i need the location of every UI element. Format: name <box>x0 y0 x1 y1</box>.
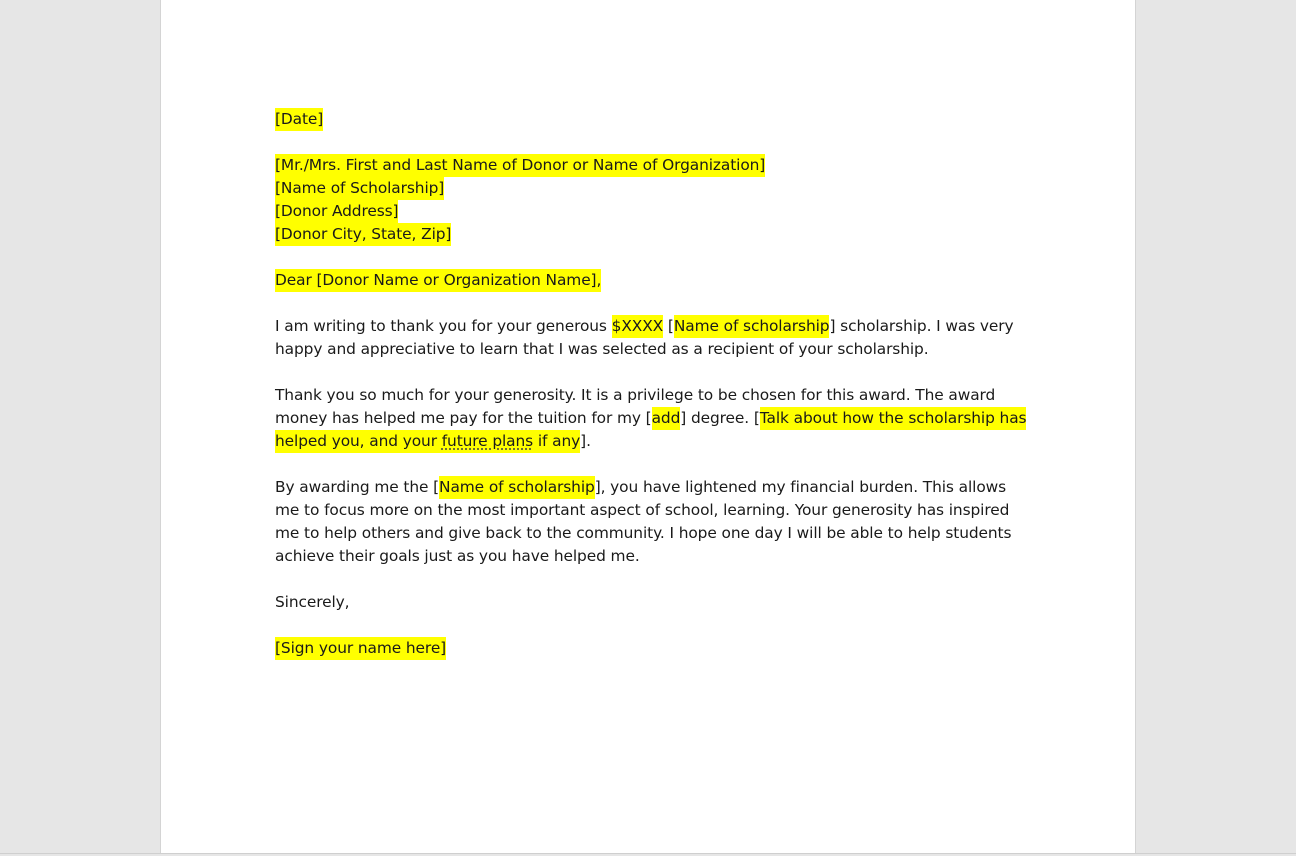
recipient-name-line[interactable] <box>275 154 1035 177</box>
signature-placeholder[interactable]: [Sign your name here] <box>275 637 446 660</box>
date-placeholder[interactable]: [Date] <box>275 108 323 131</box>
paragraph-2[interactable] <box>275 384 1035 453</box>
donor-city-placeholder[interactable]: [Donor City, State, Zip] <box>275 223 451 246</box>
recipient-name-placeholder[interactable]: [Mr./Mrs. First and Last Name of Donor or Name of Organization] <box>275 154 765 177</box>
closing-line[interactable]: Sincerely, <box>275 593 350 611</box>
degree-placeholder[interactable]: add <box>652 407 681 430</box>
paragraph-2-text[interactable]: ]. <box>580 432 591 450</box>
future-plans-text[interactable]: if any <box>533 432 581 450</box>
donor-address-placeholder[interactable]: [Donor Address] <box>275 200 398 223</box>
scholarship-placeholder[interactable]: Name of scholarship <box>674 315 830 338</box>
paragraph-1-text[interactable]: [ <box>663 317 674 335</box>
future-plans-text[interactable]: Talk about how the scholarship has helped you, and your <box>275 409 1027 450</box>
letter-body[interactable] <box>275 108 1035 660</box>
scholarship-name-placeholder[interactable]: [Name of Scholarship] <box>275 177 444 200</box>
scholarship-line[interactable] <box>275 177 1035 200</box>
paragraph-2-text[interactable]: ] degree. [ <box>680 409 760 427</box>
grammar-suggestion-underline[interactable]: future plans <box>441 432 534 450</box>
document-page[interactable] <box>160 0 1136 853</box>
scholarship-placeholder[interactable]: Name of scholarship <box>439 476 595 499</box>
paragraph-1[interactable] <box>275 315 1035 361</box>
date-line[interactable] <box>275 108 1035 131</box>
paragraph-1-text[interactable]: I am writing to thank you for your generous <box>275 317 612 335</box>
address-line[interactable] <box>275 200 1035 223</box>
paragraph-3[interactable] <box>275 476 1035 568</box>
amount-placeholder[interactable]: $XXXX <box>612 315 663 338</box>
signature-line[interactable] <box>275 637 1035 660</box>
paragraph-1-text[interactable]: ] scholarship. I was very happy and appreciative to learn that I was selected as a recipient of your scholarship. <box>275 317 1014 358</box>
paragraph-3-text[interactable]: By awarding me the [ <box>275 478 440 496</box>
city-line[interactable] <box>275 223 1035 246</box>
window-bottom-border <box>0 853 1296 854</box>
paragraph-2-text[interactable]: Thank you so much for your generosity. It is a privilege to be chosen for this award. The award money has helped me pay for the tuition for my [ <box>275 386 996 427</box>
salutation-line[interactable] <box>275 269 1035 292</box>
salutation-placeholder[interactable]: Dear [Donor Name or Organization Name], <box>275 269 601 292</box>
paragraph-3-text[interactable]: ], you have lightened my financial burden. This allows me to focus more on the most important aspect of school, learning. Your generosity has inspired me to help others and give back to the community. I hope one day I will be able to help students achieve their goals just as you have helped me. <box>275 478 1012 565</box>
